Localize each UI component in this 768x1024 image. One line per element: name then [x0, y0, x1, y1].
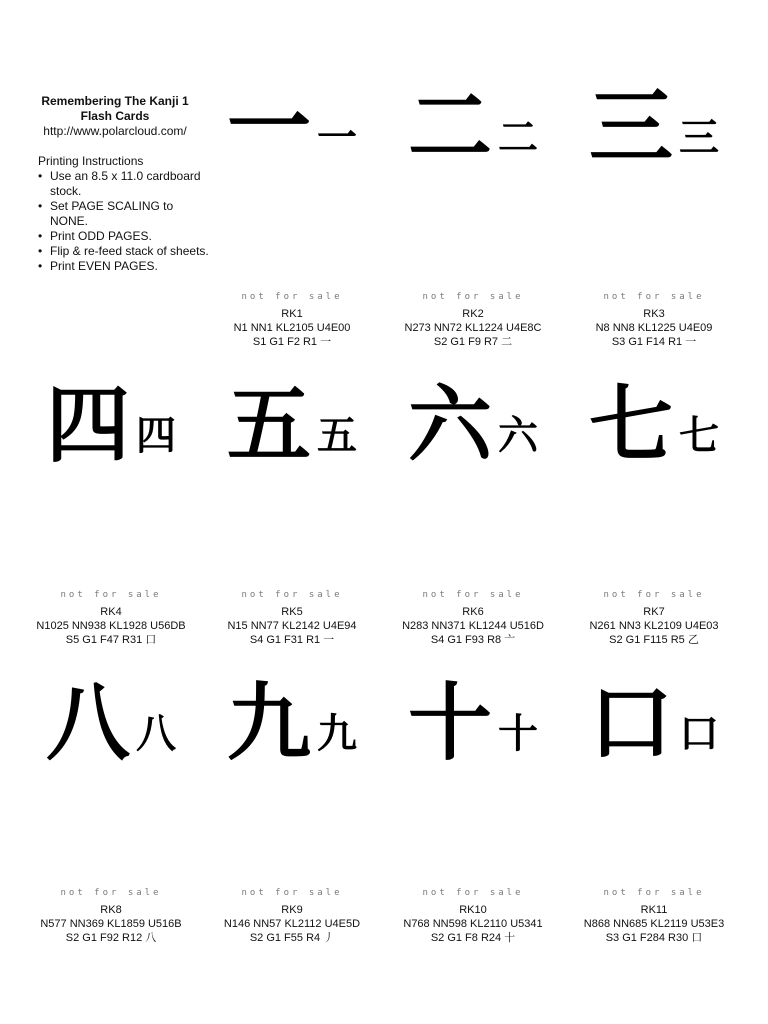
kanji-large: 三 [588, 77, 673, 176]
flash-card-rk9 [197, 616, 387, 944]
kanji-glyphs [197, 375, 387, 474]
rk-number: RK10 [459, 904, 487, 916]
flash-card-rk5 [197, 318, 387, 646]
kanji-large: 一 [226, 77, 311, 176]
index-codes: N868 NN685 KL2119 U53E3 [583, 918, 725, 930]
stroke-info: S2 G1 F8 R24 十 [430, 932, 516, 944]
not-for-sale-label: not for sale [422, 590, 524, 600]
flash-card-rk11 [559, 616, 749, 944]
deck-title-line1: Remembering The Kanji 1 [41, 94, 189, 108]
instruction-item: • Print ODD PAGES. [50, 229, 210, 244]
rk-number: RK6 [462, 606, 484, 618]
index-codes: N1 NN1 KL2105 U4E00 [233, 322, 351, 334]
not-for-sale-label: not for sale [241, 590, 343, 600]
kanji-small: 七 [679, 412, 719, 459]
flash-card-rk7 [559, 318, 749, 646]
rk-number: RK2 [462, 308, 484, 320]
index-codes: N15 NN77 KL2142 U4E94 [227, 620, 357, 632]
rk-number: RK3 [643, 308, 665, 320]
rk-number: RK11 [640, 904, 668, 916]
index-codes: N146 NN57 KL2112 U4E5D [223, 918, 361, 930]
not-for-sale-label: not for sale [60, 888, 162, 898]
flash-card-rk1 [197, 20, 387, 348]
kanji-glyphs [197, 673, 387, 772]
stroke-info: S4 G1 F31 R1 一 [249, 634, 335, 646]
not-for-sale-label: not for sale [603, 888, 705, 898]
flash-card-rk3 [559, 20, 749, 348]
not-for-sale-label: not for sale [60, 590, 162, 600]
kanji-glyphs [378, 375, 568, 474]
instruction-item: • Set PAGE SCALING to NONE. [50, 199, 210, 229]
kanji-large: 二 [407, 77, 492, 176]
stroke-info: S5 G1 F47 R31 口 [65, 634, 157, 646]
kanji-glyphs [559, 77, 749, 176]
instruction-item: • Flip & re-feed stack of sheets. [50, 244, 210, 259]
stroke-info: S4 G1 F93 R8 亠 [430, 634, 516, 646]
kanji-small: 五 [317, 412, 357, 459]
stroke-info: S2 G1 F92 R12 八 [65, 932, 157, 944]
rk-number: RK4 [100, 606, 122, 618]
flash-card-rk2 [378, 20, 568, 348]
card-meta [16, 886, 206, 945]
rk-number: RK8 [100, 904, 122, 916]
rk-number: RK1 [281, 308, 303, 320]
kanji-small: 三 [679, 114, 719, 161]
rk-number: RK9 [281, 904, 303, 916]
not-for-sale-label: not for sale [422, 292, 524, 302]
kanji-glyphs [378, 77, 568, 176]
kanji-small: 一 [317, 114, 357, 161]
rk-number: RK7 [643, 606, 665, 618]
index-codes: N8 NN8 KL1225 U4E09 [595, 322, 713, 334]
kanji-large: 九 [226, 673, 311, 772]
kanji-large: 四 [45, 375, 130, 474]
kanji-small: 九 [317, 710, 357, 757]
kanji-large: 五 [226, 375, 311, 474]
kanji-small: 八 [136, 710, 176, 757]
printing-instructions-card [20, 94, 210, 274]
kanji-small: 十 [498, 710, 538, 757]
stroke-info: S3 G1 F14 R1 一 [611, 336, 697, 348]
kanji-small: 六 [498, 412, 538, 459]
flash-card-rk10 [378, 616, 568, 944]
card-meta [378, 886, 568, 945]
index-codes: N283 NN371 KL1244 U516D [402, 620, 544, 632]
flash-card-rk6 [378, 318, 568, 646]
instruction-item: • Print EVEN PAGES. [50, 259, 210, 274]
website-url: http://www.polarcloud.com/ [43, 124, 187, 138]
kanji-large: 十 [407, 673, 492, 772]
kanji-small: 二 [498, 114, 538, 161]
kanji-glyphs [197, 77, 387, 176]
card-meta [197, 886, 387, 945]
flash-card-rk8 [16, 616, 206, 944]
kanji-glyphs [16, 673, 206, 772]
instruction-item: • Use an 8.5 x 11.0 cardboard stock. [50, 169, 210, 199]
kanji-large: 八 [45, 673, 130, 772]
index-codes: N577 NN369 KL1859 U516B [40, 918, 182, 930]
flash-card-rk4 [16, 318, 206, 646]
card-meta [559, 886, 749, 945]
kanji-glyphs [559, 375, 749, 474]
stroke-info: S2 G1 F9 R7 二 [433, 336, 513, 348]
not-for-sale-label: not for sale [241, 888, 343, 898]
kanji-glyphs [559, 673, 749, 772]
not-for-sale-label: not for sale [422, 888, 524, 898]
index-codes: N273 NN72 KL1224 U4E8C [404, 322, 542, 334]
kanji-glyphs [16, 375, 206, 474]
kanji-glyphs [378, 673, 568, 772]
index-codes: N1025 NN938 KL1928 U56DB [36, 620, 186, 632]
stroke-info: S1 G1 F2 R1 一 [252, 336, 332, 348]
kanji-large: 口 [588, 673, 673, 772]
kanji-small: 四 [136, 412, 176, 459]
deck-title-line2: Flash Cards [80, 109, 150, 123]
stroke-info: S3 G1 F284 R30 口 [605, 932, 703, 944]
kanji-large: 六 [407, 375, 492, 474]
not-for-sale-label: not for sale [603, 590, 705, 600]
index-codes: N768 NN598 KL2110 U5341 [403, 918, 543, 930]
stroke-info: S2 G1 F115 R5 乙 [609, 634, 699, 646]
stroke-info: S2 G1 F55 R4 丿 [249, 932, 335, 944]
printing-instructions-title: Printing Instructions [38, 154, 144, 168]
kanji-large: 七 [588, 375, 673, 474]
not-for-sale-label: not for sale [603, 292, 705, 302]
kanji-small: 口 [679, 710, 719, 757]
index-codes: N261 NN3 KL2109 U4E03 [589, 620, 719, 632]
printing-instructions-list [20, 169, 210, 274]
rk-number: RK5 [281, 606, 303, 618]
not-for-sale-label: not for sale [241, 292, 343, 302]
